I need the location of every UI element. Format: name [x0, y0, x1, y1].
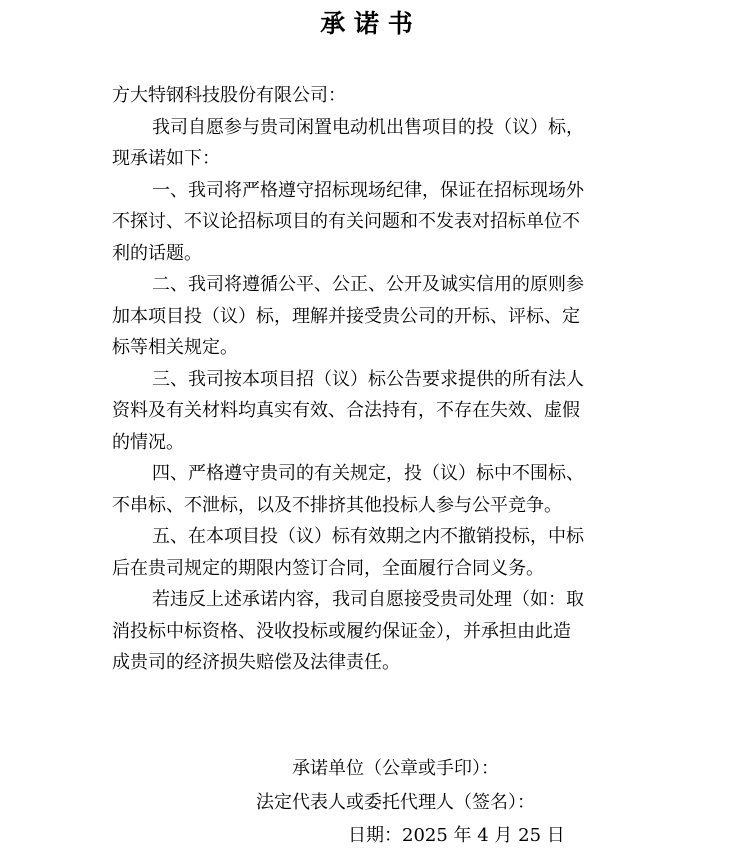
paragraph-item-5 [112, 521, 634, 584]
document-body [112, 80, 634, 679]
signature-representative-label: 法定代表人或委托代理人（签名）： [256, 792, 535, 813]
paragraph-violation [112, 584, 634, 679]
paragraph-line: 五、在本项目投（议）标有效期之内不撤销投标，中标 [152, 526, 584, 547]
paragraph-line: 若违反上述承诺内容，我司自愿接受贵司处理（如：取 [152, 589, 584, 610]
paragraph-item-1 [112, 175, 634, 270]
paragraph-line: 四、严格遵守贵司的有关规定，投（议）标中不围标、 [152, 463, 584, 484]
paragraph-line: 标等相关规定。 [112, 337, 238, 358]
paragraph-line: 资料及有关材料均真实有效、合法持有，不存在失效、虚假 [112, 400, 580, 421]
paragraph-line: 二、我司将遵循公平、公正、公开及诚实信用的原则参 [152, 274, 584, 295]
paragraph-line: 加本项目投（议）标，理解并接受贵公司的开标、评标、定 [112, 305, 580, 327]
paragraph-line: 消投标中标资格、没收投标或履约保证金），并承担由此造 [112, 620, 571, 642]
signature-unit-label: 承诺单位（公章或手印）： [292, 758, 499, 779]
addressee: 方大特钢科技股份有限公司： [112, 85, 346, 106]
paragraph-item-3 [112, 364, 634, 459]
paragraph-line: 一、我司将严格遵守招标现场纪律，保证在招标现场外 [152, 179, 584, 201]
paragraph-line: 的情况。 [112, 431, 184, 453]
paragraph-item-2 [112, 269, 634, 364]
paragraph-line: 不串标、不泄标，以及不排挤其他投标人参与公平竞争。 [112, 494, 562, 516]
paragraph-line: 不探讨、不议论招标项目的有关问题和不发表对招标单位不 [112, 211, 580, 232]
paragraph-line: 三、我司按本项目招（议）标公告要求提供的所有法人 [152, 368, 584, 390]
paragraph-line: 后在贵司规定的期限内签订合同，全面履行合同义务。 [112, 557, 544, 579]
signature-date: 日期：2025 年 4 月 25 日 [348, 825, 565, 846]
paragraph-item-4 [112, 458, 634, 521]
paragraph-intro [112, 112, 634, 175]
paragraph-line: 我司自愿参与贵司闲置电动机出售项目的投（议）标， [152, 116, 584, 138]
paragraph-line: 成贵司的经济损失赔偿及法律责任。 [112, 652, 400, 673]
paragraph-line: 利的话题。 [112, 242, 202, 264]
paragraph-line: 现承诺如下： [112, 148, 220, 169]
document-title: 承 诺 书 [320, 9, 413, 38]
